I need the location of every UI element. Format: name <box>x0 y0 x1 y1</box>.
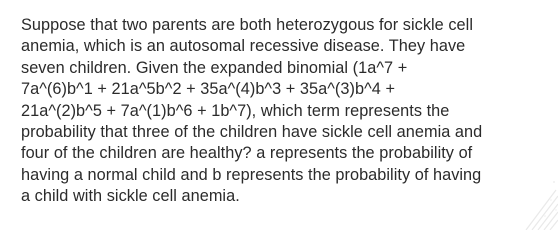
question-line: 7a^(6)b^1 + 21a^5b^2 + 35a^(4)b^3 + 35a^(3)b^4 + <box>21 80 396 99</box>
question-line: probability that three of the children have sickle cell anemia and <box>21 123 483 142</box>
question-line: seven children. Given the expanded binomial (1a^7 + <box>21 58 408 77</box>
question-line: Suppose that two parents are both heterozygous for sickle cell <box>21 16 473 34</box>
question-text <box>21 15 549 208</box>
question-line: four of the children are healthy? a represents the probability of <box>21 144 473 163</box>
question-line: a child with sickle cell anemia. <box>21 187 240 206</box>
question-line: having a normal child and b represents the probability of having <box>21 165 482 184</box>
question-line: 21a^(2)b^5 + 7a^(1)b^6 + 1b^7), which term represents the <box>21 101 450 120</box>
question-line: anemia, which is an autosomal recessive disease. They have <box>21 37 466 56</box>
